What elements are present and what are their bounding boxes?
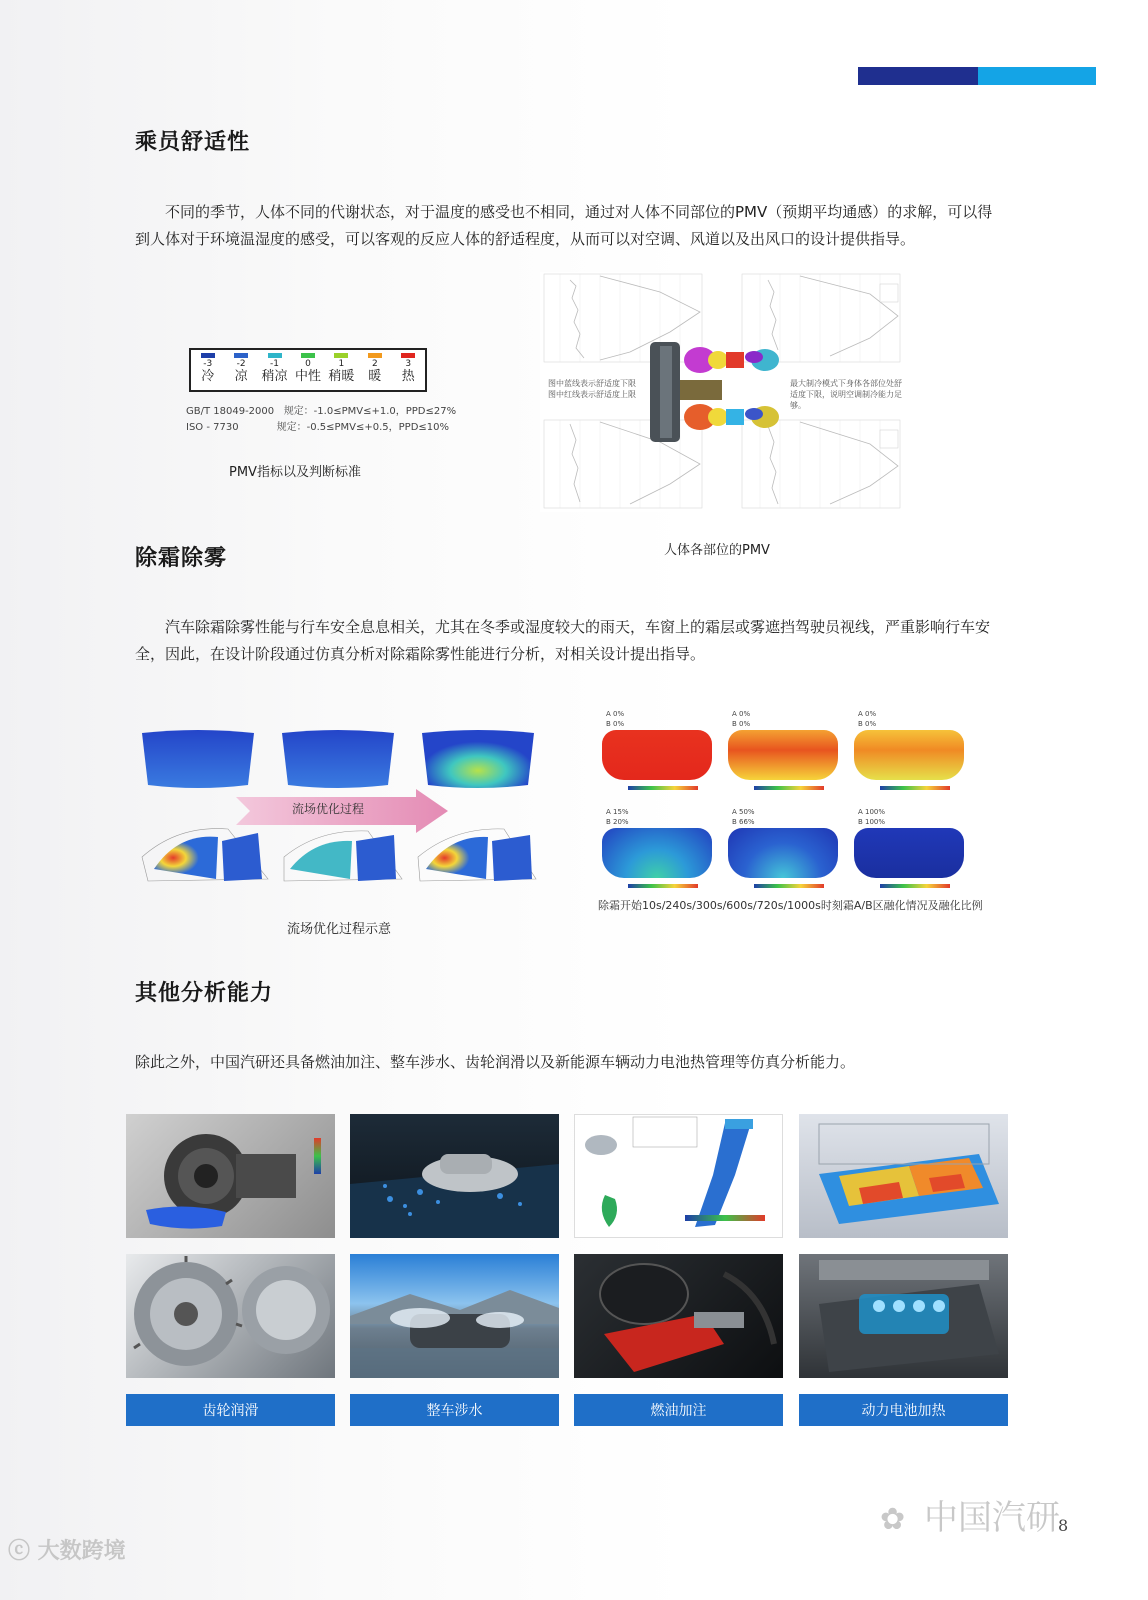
body-note-right: 最大制冷模式下身体各部位处舒适度下限，说明空调制冷能力足够。 bbox=[790, 379, 902, 410]
section-title-defrost: 除霜除雾 bbox=[135, 546, 228, 571]
pmv-scale-item bbox=[359, 353, 391, 385]
melt-panel bbox=[598, 708, 718, 800]
color-scale-bar bbox=[754, 786, 824, 790]
pmv-scale-item bbox=[225, 353, 257, 385]
flow-arrow-label: 流场优化过程 bbox=[292, 802, 365, 816]
wading-simulation-image bbox=[350, 1114, 559, 1238]
pmv-value: 2 bbox=[371, 359, 378, 369]
pmv-scale-item bbox=[192, 353, 224, 385]
pmv-label: 热 bbox=[401, 369, 415, 384]
windshield-contour bbox=[602, 828, 712, 878]
footer-logo: ✿ 中国汽研 bbox=[880, 1498, 1060, 1538]
pmv-swatch bbox=[201, 353, 215, 358]
windshield-contour bbox=[602, 730, 712, 780]
pmv-scale-item bbox=[259, 353, 291, 385]
watermark: ⓒ 大数跨境 bbox=[8, 1539, 126, 1564]
standard-iso: ISO - 7730 规定：-0.5≤PMV≤+0.5，PPD≤10% bbox=[186, 422, 450, 433]
refueling-photo bbox=[574, 1254, 783, 1378]
header-accent-light bbox=[978, 67, 1096, 85]
melt-a-ratio: A 50% bbox=[732, 808, 755, 816]
watermark-icon: ⓒ bbox=[8, 1539, 38, 1564]
pmv-value: 3 bbox=[405, 359, 412, 369]
fuel-simulation-image bbox=[574, 1114, 783, 1238]
wechat-icon: ✿ bbox=[880, 1502, 906, 1537]
other-body: 除此之外，中国汽研还具备燃油加注、整车涉水、齿轮润滑以及新能源车辆动力电池热管理等仿真分析能力。 bbox=[135, 1053, 856, 1071]
pmv-swatch bbox=[301, 353, 315, 358]
windshield-contour bbox=[854, 828, 964, 878]
label-refueling: 燃油加注 bbox=[574, 1394, 783, 1426]
pmv-value: 0 bbox=[305, 359, 311, 369]
melt-a-ratio: A 0% bbox=[732, 710, 751, 718]
melt-b-ratio: B 20% bbox=[606, 818, 629, 826]
battery-heating-photo bbox=[799, 1254, 1008, 1378]
melt-a-ratio: A 0% bbox=[606, 710, 625, 718]
battery-simulation-image bbox=[799, 1114, 1008, 1238]
melt-a-ratio: A 100% bbox=[858, 808, 886, 816]
windshield-contour bbox=[854, 730, 964, 780]
pmv-scale-item bbox=[392, 353, 424, 385]
pmv-legend bbox=[189, 348, 427, 392]
melt-b-ratio: B 100% bbox=[858, 818, 886, 826]
color-scale-bar bbox=[628, 786, 698, 790]
pmv-value: -3 bbox=[203, 359, 213, 369]
pmv-swatch bbox=[368, 353, 382, 358]
melt-panel bbox=[598, 806, 718, 898]
pmv-caption: PMV指标以及判断标准 bbox=[229, 465, 361, 480]
melt-panel bbox=[724, 708, 844, 800]
melt-b-ratio: B 0% bbox=[732, 720, 751, 728]
defrost-body: 汽车除霜除雾性能与行车安全息息相关，尤其在冬季或湿度较大的雨天，车窗上的霜层或雾遮挡驾驶员视线，严重影响行车安全，因此，在设计阶段通过仿真分析对除霜除雾性能进行分析，对相关设计提出指导。 bbox=[135, 618, 991, 663]
page-number: 8 bbox=[1058, 1516, 1069, 1535]
melt-panel bbox=[850, 806, 970, 898]
color-scale-bar bbox=[754, 884, 824, 888]
pmv-label: 冷 bbox=[201, 369, 215, 384]
section-title-other: 其他分析能力 bbox=[135, 981, 274, 1006]
pmv-value: -2 bbox=[236, 359, 246, 369]
body-note-left: 图中蓝线表示舒适度下限 图中红线表示舒适度上限 bbox=[548, 379, 636, 399]
wading-photo bbox=[350, 1254, 559, 1378]
section-title-comfort: 乘员舒适性 bbox=[135, 130, 251, 155]
windshield-contour bbox=[728, 828, 838, 878]
gear-simulation-image bbox=[126, 1114, 335, 1238]
pmv-value: 1 bbox=[338, 359, 345, 369]
pmv-swatch bbox=[268, 353, 282, 358]
melt-a-ratio: A 15% bbox=[606, 808, 629, 816]
header-accent-dark bbox=[858, 67, 978, 85]
melt-caption: 除霜开始10s/240s/300s/600s/720s/1000s时刻霜A/B区融化情况及融化比例 bbox=[598, 899, 983, 912]
melt-panel bbox=[850, 708, 970, 800]
pmv-value: -1 bbox=[270, 359, 280, 369]
color-scale-bar bbox=[880, 786, 950, 790]
comfort-body: 不同的季节，人体不同的代谢状态，对于温度的感受也不相同，通过对人体不同部位的PMV（预期平均通感）的求解，可以得到人体对于环境温湿度的感受，可以客观的反应人体的舒适程度，从而可以对空调、风道以及出风口的设计提供指导。 bbox=[135, 203, 993, 248]
melt-b-ratio: B 0% bbox=[858, 720, 877, 728]
color-scale-bar bbox=[628, 884, 698, 888]
melt-b-ratio: B 66% bbox=[732, 818, 755, 826]
melt-b-ratio: B 0% bbox=[606, 720, 625, 728]
label-vehicle-wading: 整车涉水 bbox=[350, 1394, 559, 1426]
color-scale-bar bbox=[880, 884, 950, 888]
pmv-label: 暖 bbox=[368, 369, 382, 384]
label-gear-lubrication: 齿轮润滑 bbox=[126, 1394, 335, 1426]
windshield-contour bbox=[728, 730, 838, 780]
melt-a-ratio: A 0% bbox=[858, 710, 877, 718]
label-battery-heating: 动力电池加热 bbox=[799, 1394, 1008, 1426]
body-pmv-caption: 人体各部位的PMV bbox=[664, 543, 770, 558]
pmv-scale-item bbox=[292, 353, 324, 385]
pmv-swatch bbox=[401, 353, 415, 358]
pmv-label: 稍暖 bbox=[328, 369, 355, 384]
melt-panel bbox=[724, 806, 844, 898]
flow-caption: 流场优化过程示意 bbox=[287, 922, 392, 937]
pmv-label: 稍凉 bbox=[261, 369, 288, 384]
pmv-swatch bbox=[234, 353, 248, 358]
pmv-label: 中性 bbox=[294, 369, 321, 384]
melt-ratio-figure bbox=[598, 708, 970, 898]
gear-photo bbox=[126, 1254, 335, 1378]
pmv-swatch bbox=[334, 353, 348, 358]
standard-gb: GB/T 18049-2000 规定：-1.0≤PMV≤+1.0，PPD≤27% bbox=[186, 406, 457, 417]
pmv-label: 凉 bbox=[234, 369, 248, 384]
pmv-scale-item bbox=[325, 353, 357, 385]
